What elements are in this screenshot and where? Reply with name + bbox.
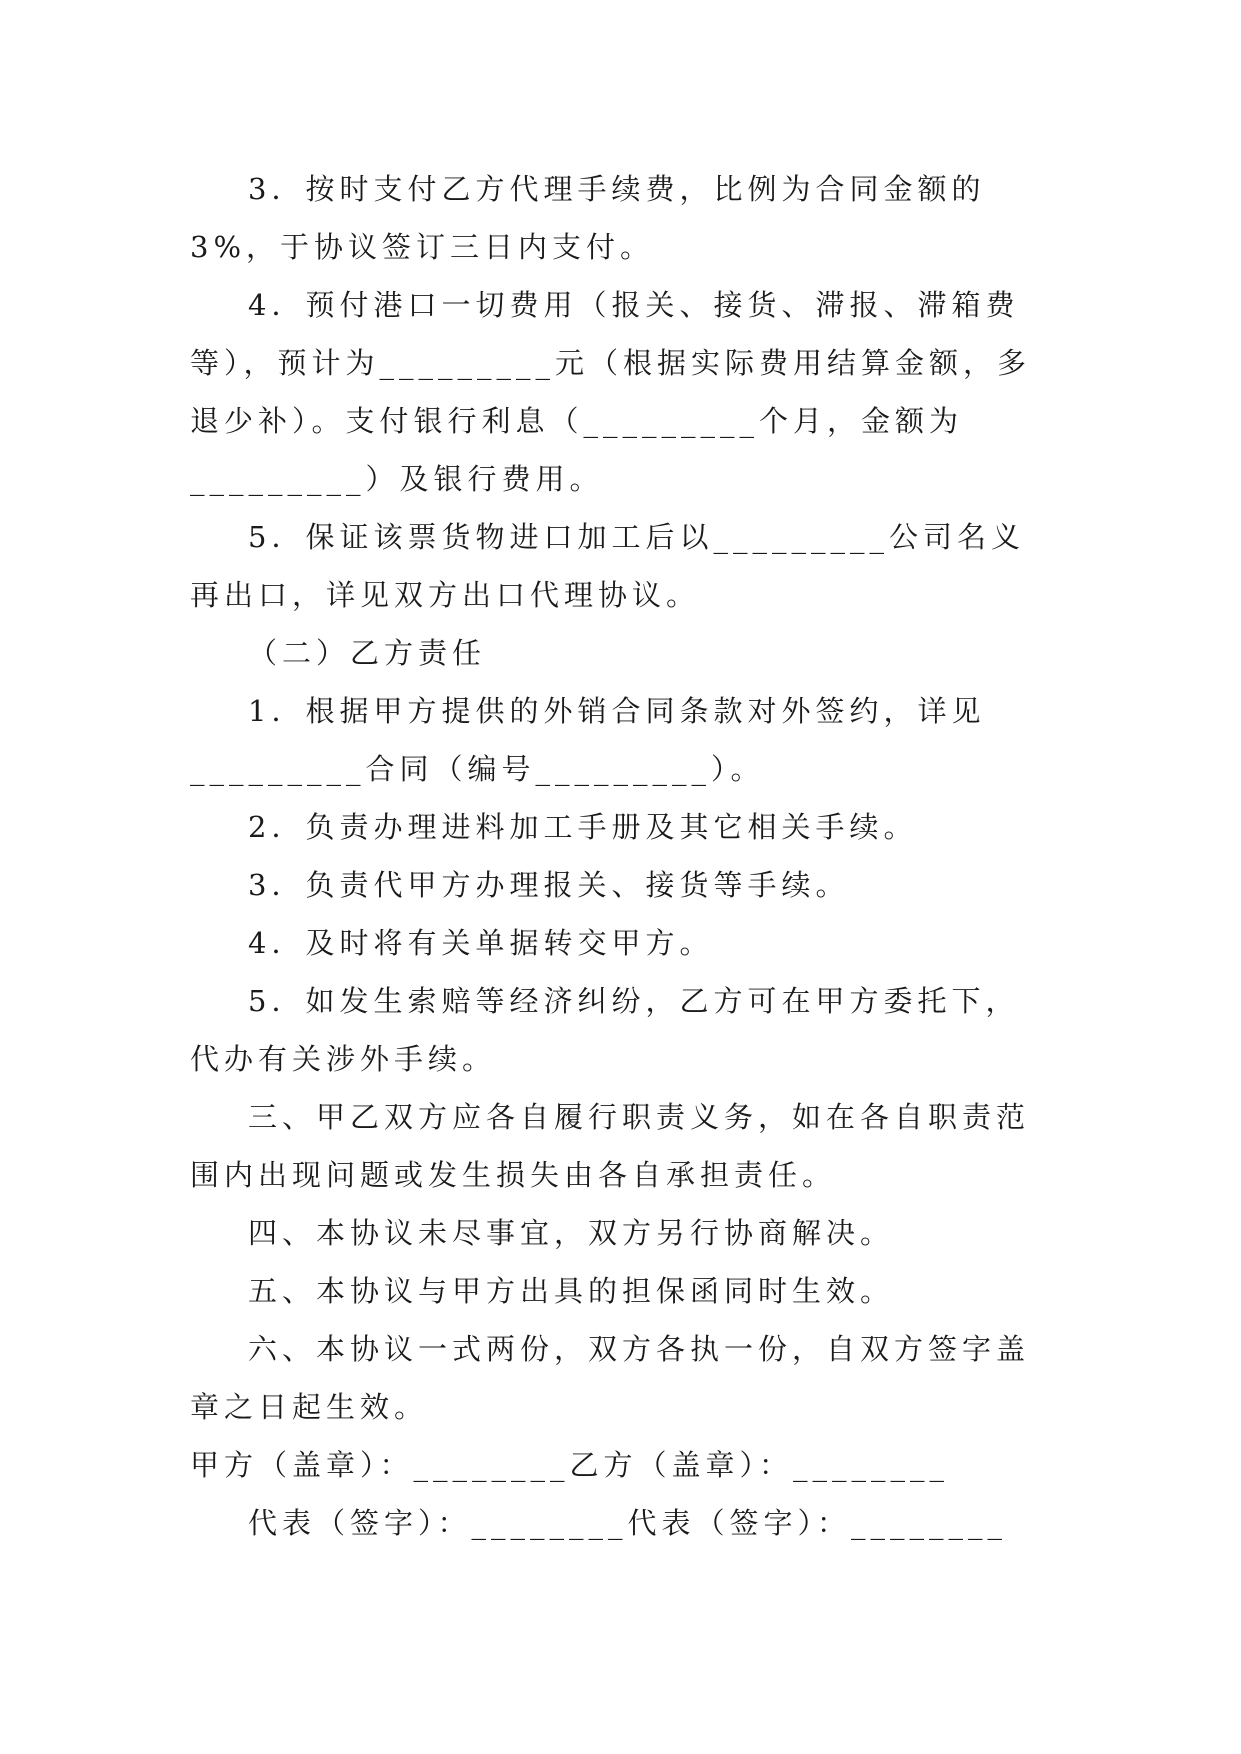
article-6-copies: 六、本协议一式两份，双方各执一份，自双方签字盖章之日起生效。 — [190, 1332, 1031, 1424]
clause-a3-agency-fee: 3．按时支付乙方代理手续费，比例为合同金额的3%，于协议签订三日内支付。 — [190, 172, 986, 264]
article-5-effective-guarantee: 五、本协议与甲方出具的担保函同时生效。 — [248, 1274, 895, 1308]
clause-b2-processing-manual: 2．负责办理进料加工手册及其它相关手续。 — [248, 810, 918, 844]
article-4-negotiation: 四、本协议未尽事宜，双方另行协商解决。 — [248, 1216, 895, 1250]
clause-a5-reexport: 5．保证该票货物进口加工后以_________公司名义再出口，详见双方出口代理协议。 — [190, 520, 1025, 612]
clause-b5-claims: 5．如发生索赔等经济纠纷，乙方可在甲方委托下，代办有关涉外手续。 — [190, 984, 1020, 1076]
article-3-responsibility: 三、甲乙双方应各自履行职责义务，如在各自职责范围内出现问题或发生损失由各自承担责任。 — [190, 1100, 1031, 1192]
document-body — [190, 160, 1050, 1552]
section-heading-party-b: （二）乙方责任 — [248, 636, 487, 670]
clause-b4-documents: 4．及时将有关单据转交甲方。 — [248, 926, 714, 960]
clause-b3-customs: 3．负责代甲方办理报关、接货等手续。 — [248, 868, 850, 902]
signature-seal-line: 甲方（盖章）：________乙方（盖章）：________ — [190, 1448, 950, 1482]
clause-a4-port-fees: 4．预付港口一切费用（报关、接货、滞报、滞箱费等），预计为_________元（根据实际费用结算金额，多退少补）。支付银行利息（_________个月，金额为_________）及银行费用。 — [190, 288, 1032, 496]
signature-representative-line: 代表（签字）：________代表（签字）：________ — [248, 1506, 1008, 1540]
clause-b1-sign-contract: 1．根据甲方提供的外销合同条款对外签约，详见_________合同（编号_________）。 — [190, 694, 986, 786]
